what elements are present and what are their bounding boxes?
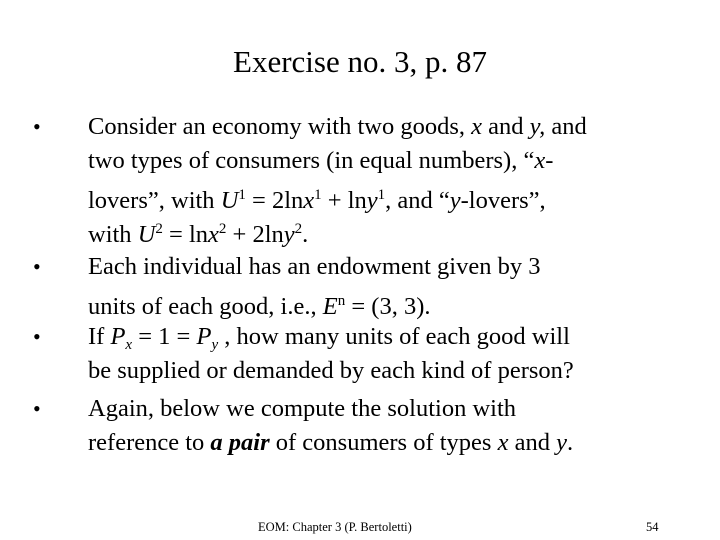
text-segment: x — [534, 147, 546, 174]
superscript: 2 — [294, 221, 303, 237]
text-segment: x — [303, 187, 315, 214]
subscript: y — [211, 337, 219, 353]
slide-title: Exercise no. 3, p. 87 — [233, 44, 487, 79]
text-segment: units of each good, i.e., — [88, 293, 323, 320]
bullet-1-line — [88, 212, 308, 252]
page-number: 54 — [646, 520, 659, 534]
text-segment: Each individual has an endowment given by 3 — [88, 253, 541, 280]
text-segment: -lovers”, — [460, 187, 546, 214]
text-segment: and — [545, 113, 587, 140]
text-segment: U — [137, 221, 156, 248]
bullet-1-line — [88, 110, 587, 144]
bullet-2-line — [88, 284, 430, 324]
bullet-icon: • — [33, 114, 41, 139]
superscript: 1 — [377, 187, 386, 203]
bullet-1-line — [88, 144, 553, 178]
subscript: x — [125, 337, 133, 353]
text-segment: - — [545, 147, 554, 174]
text-segment: Consider an economy with two goods, — [88, 113, 472, 140]
text-segment: x — [471, 113, 482, 140]
text-segment: , how many units of each good will — [218, 323, 570, 350]
text-segment: U — [220, 187, 239, 214]
text-segment: = ln — [162, 221, 209, 248]
text-segment: with — [88, 221, 138, 248]
text-segment: a pair — [210, 429, 270, 456]
bullet-4-line — [88, 392, 516, 426]
text-segment: P — [196, 323, 212, 350]
text-segment: and — [508, 429, 557, 456]
text-segment: reference to — [88, 429, 211, 456]
bullet-icon: • — [33, 396, 41, 421]
superscript: 1 — [238, 187, 246, 203]
text-segment: Again, below we compute the solution with — [88, 395, 516, 422]
text-segment: = 2ln — [245, 187, 304, 214]
bullet-2-line — [88, 250, 540, 284]
text-segment: two types of consumers (in equal numbers), “ — [88, 147, 535, 174]
text-segment: , and “ — [385, 187, 450, 214]
text-segment: . — [566, 429, 574, 456]
text-segment: + 2ln — [226, 221, 284, 248]
text-segment: E — [322, 293, 338, 320]
bullet-icon: • — [33, 254, 41, 279]
superscript: 1 — [314, 187, 322, 203]
text-segment: + ln — [321, 187, 367, 214]
text-segment: y — [283, 221, 295, 248]
footer-text: EOM: Chapter 3 (P. Bertoletti) — [258, 520, 412, 534]
text-segment: be supplied or demanded by each kind of person? — [88, 357, 574, 384]
text-segment: = (3, 3). — [345, 293, 431, 320]
text-segment: = 1 = — [132, 323, 197, 350]
text-segment: P — [110, 323, 126, 350]
bullet-3-line — [88, 354, 574, 388]
text-segment: y — [366, 187, 378, 214]
text-segment: of consumers of types — [269, 429, 498, 456]
text-segment: . — [302, 221, 309, 248]
superscript: n — [337, 293, 346, 309]
bullet-icon: • — [33, 324, 41, 349]
text-segment: and — [482, 113, 530, 140]
superscript: 2 — [218, 221, 227, 237]
text-segment: x — [497, 429, 509, 456]
text-segment: y — [556, 429, 567, 456]
text-segment: x — [208, 221, 219, 248]
superscript: 2 — [155, 221, 163, 237]
text-segment: If — [88, 323, 111, 350]
text-segment: y, — [529, 113, 546, 140]
text-segment: y — [449, 187, 461, 214]
text-segment: lovers”, with — [88, 187, 221, 214]
bullet-4-line — [88, 426, 573, 460]
